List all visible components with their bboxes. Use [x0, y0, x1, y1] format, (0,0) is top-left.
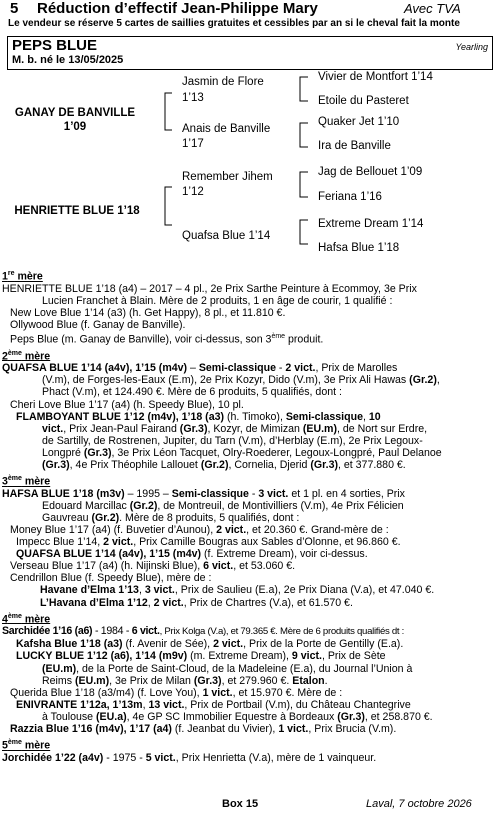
dam2-line: de Sartilly, de Rostrenen, Jupiter, du Tarn (V.m), d’Herblay (E.m), 2e Prix Legoux-: [42, 434, 423, 447]
maternal-line: [2, 266, 498, 764]
dam3-line: Impecc Blue 1’14, 2 vict., Prix Camille Bougras aux Sables d’Olonne, et 96.860 €.: [16, 536, 401, 549]
ddd-name: Hafsa Blue 1’18: [318, 242, 400, 254]
dam2-line: Phact (V.m), et 124.490 €. Mère de 6 produits, 5 qualifiés, dont :: [42, 386, 342, 399]
dss-name: Jag de Bellouet 1’09: [318, 166, 423, 178]
dam2-line: FLAMBOYANT BLUE 1’12 (m4v), 1’18 (a3) (h. Timoko), Semi-classique, 10: [16, 410, 381, 423]
sire-record: 1’09: [63, 121, 87, 133]
sd-record: 1’17: [182, 138, 204, 150]
sss-name: Vivier de Montfort 1’14: [318, 71, 433, 83]
horse-id-box: [7, 36, 493, 70]
dam1-heading: 1re mère: [2, 270, 43, 283]
dam4-line: Razzia Blue 1’16 (m4v), 1’17 (a4) (f. Jeanbat du Vivier), 1 vict., Prix Brucia (V.m).: [10, 723, 397, 736]
dam4-line: ENIVRANTE 1’12a, 1’13m, 13 vict., Prix de Portbail (V.m), du Château Chantegrive: [16, 698, 411, 711]
dam4-heading: 4ème mère: [2, 612, 51, 626]
bracket-sd: [300, 123, 308, 147]
dam2-line: vict., Prix Jean-Paul Fairand (Gr.3), Kozyr, de Mimizan (EU.m), de Nort sur Erdre,: [42, 422, 428, 435]
box-number: Box 15: [222, 798, 259, 810]
dsd-name: Feriana 1’16: [318, 191, 382, 203]
dam3-line: Cendrillon Blue (f. Speedy Blue), mère de :: [10, 572, 212, 585]
dam1-line: HENRIETTE BLUE 1’18 (a4) – 2017 – 4 pl., 2e Prix Sarthe Peinture à Ecommoy, 3e Prix: [2, 282, 417, 295]
bracket-ds: [300, 172, 308, 197]
dam4-line: Reims (EU.m), 3e Prix de Milan (Gr.3), et 279.960 €. Etalon.: [42, 674, 328, 687]
dam2-line: (Gr.3), 4e Prix Théophile Lallouet (Gr.2), Cornelia, Djerid (Gr.3), et 377.880 €.: [42, 459, 406, 471]
dam5-line: Jorchidée 1’22 (a4v) - 1975 - 5 vict., Prix Henrietta (V.a), mère de 1 vainqueur.: [2, 751, 377, 764]
dam2-heading: 2ème mère: [2, 349, 51, 363]
dam-name: HENRIETTE BLUE 1’18: [14, 205, 140, 217]
ds-name: Remember Jihem: [182, 171, 273, 183]
dam2-line: QUAFSA BLUE 1’14 (a4v), 1’15 (m4v) – Semi-classique - 2 vict., Prix de Marolles: [2, 362, 398, 375]
dam3-line: Gauvreau (Gr.2). Mère de 8 produits, 5 qualifiés, dont :: [42, 511, 300, 524]
bracket-dam: [165, 187, 172, 225]
sire-name: GANAY DE BANVILLE: [14, 107, 136, 119]
dd-name: Quafsa Blue 1’14: [182, 230, 271, 242]
dam4-line: Kafsha Blue 1’18 (a3) (f. Avenir de Sée), 2 vict., Prix de la Porte de Gentilly (E.a).: [16, 638, 404, 651]
bracket-ss: [300, 77, 308, 101]
ds-record: 1’12: [182, 186, 204, 198]
dam4-line: (EU.m), de la Porte de Saint-Cloud, de la Madeleine (E.a), du Journal l’Union à: [42, 662, 413, 675]
dam1-line: New Love Blue 1’14 (a3) (h. Get Happy), 8 pl., et 11.810 €.: [10, 306, 286, 319]
dam3-heading: 3ème mère: [2, 475, 51, 488]
dam3-line: QUAFSA BLUE 1’14 (a4v), 1’15 (m4v) (f. Extreme Dream), voir ci-dessus.: [16, 548, 368, 561]
dam2-line: Cheri Love Blue 1’17 (a4) (h. Speedy Blue), 10 pl.: [10, 398, 244, 411]
ssd-name: Etoile du Pasteret: [318, 95, 409, 107]
dam1-line: Peps Blue (m. Ganay de Banville), voir ci-dessus, son 3ème produit.: [10, 333, 324, 346]
dam4-line: Querida Blue 1’18 (a3/m4) (f. Love You), 1 vict., et 15.970 €. Mère de :: [10, 686, 343, 699]
dam5-heading: 5ème mère: [2, 739, 51, 752]
dam3-line: Money Blue 1’17 (a4) (f. Buvetier d’Aunou), 2 vict., et 20.360 €. Grand-mère de :: [10, 524, 389, 536]
dam2-line: (V.m), de Forges-les-Eaux (E.m), 2e Prix Kozyr, Dido (V.m), 3e Prix Ali Hawas (Gr.2),: [42, 374, 440, 387]
tva-note: Avec TVA: [404, 1, 461, 16]
dam3-line: HAFSA BLUE 1’18 (m3v) – 1995 – Semi-classique - 3 vict. et 1 pl. en 4 sorties, Prix: [2, 487, 405, 500]
dam1-line: Lucien Franchet à Blain. Mère de 2 produits, 1 en âge de courir, 1 qualifié :: [42, 294, 393, 307]
dam3-line: Verseau Blue 1’17 (a4) (h. Nijinski Blue), 6 vict., et 53.060 €.: [10, 560, 296, 573]
seller-note: Le vendeur se réserve 5 cartes de saillies gratuites et cessibles par an si le cheval fait la monte: [8, 18, 460, 29]
bracket-sire: [165, 93, 172, 130]
pedigree-tree: [0, 70, 500, 260]
ss-record: 1’13: [182, 92, 204, 104]
ss-name: Jasmin de Flore: [182, 76, 264, 88]
dam4-line: LUCKY BLUE 1’12 (a6), 1’14 (m9v) (m. Extreme Dream), 9 vict., Prix de Sète: [16, 650, 386, 663]
dam3-line: Havane d’Elma 1’13, 3 vict., Prix de Saulieu (E.a), 2e Prix Diana (V.a), et 47.040 €.: [40, 584, 435, 597]
horse-name: PEPS BLUE: [12, 37, 98, 54]
dam1-line: Ollywood Blue (f. Ganay de Banville).: [10, 318, 186, 331]
dam3-line: Edouard Marcillac (Gr.2), de Montreuil, de Montivilliers (V.m), 4e Prix Félicien: [42, 499, 404, 512]
bracket-dd: [300, 220, 308, 244]
horse-age-category: Yearling: [455, 42, 488, 52]
dam4-line: Sarchidée 1’16 (a6) - 1984 - 6 vict., Prix Kolga (V.a), et 79.365 €. Mère de 6 produits qualifiés dt :: [2, 625, 404, 638]
sdd-name: Ira de Banville: [318, 140, 391, 152]
sds-name: Quaker Jet 1’10: [318, 116, 400, 128]
dam4-line: à Toulouse (EU.a), 4e GP SC Immobilier Equestre à Bordeaux (Gr.3), et 258.870 €.: [42, 710, 433, 723]
sale-title: Réduction d’effectif Jean-Philippe Mary: [37, 0, 318, 17]
dam3-line: L’Havana d’Elma 1’12, 2 vict., Prix de Chartres (V.a), et 61.570 €.: [40, 596, 353, 609]
dds-name: Extreme Dream 1’14: [318, 218, 424, 230]
sd-name: Anais de Banville: [182, 123, 271, 135]
lot-number: 5: [10, 0, 19, 17]
dam2-line: Longpré (Gr.3), 3e Prix Léon Tacquet, Olry-Roederer, Legoux-Longpré, Paul Delanoe: [42, 446, 442, 459]
sale-place-date: Laval, 7 octobre 2026: [366, 798, 472, 810]
horse-birth: M. b. né le 13/05/2025: [12, 54, 124, 66]
